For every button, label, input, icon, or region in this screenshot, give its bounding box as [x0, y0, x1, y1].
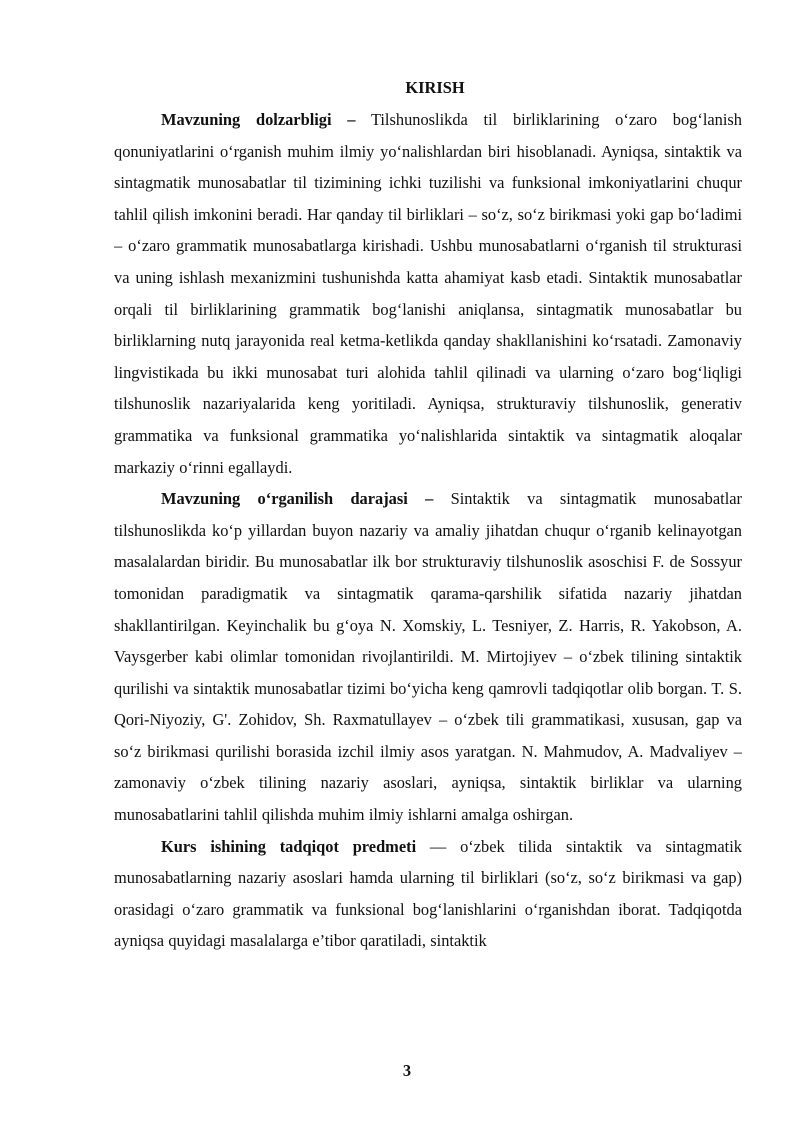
paragraph-research-subject	[114, 831, 742, 957]
paragraph-study-level	[114, 483, 742, 831]
paragraph-text: Tilshunoslikda til birliklarining o‘zaro bog‘lanish qonuniyatlarini o‘rganish muhim ilmiy yo‘nalishlardan biri hisoblanadi. Ayniqsa, sintaktik va sintagmatik munosabatlar til tizimining ichki tuzilishi va funksional imkoniyatlarini chuqur tahlil qilish imkonini beradi. Har qanday til birliklari – so‘z, so‘z birikmasi yoki gap bo‘ladimi – o‘zaro grammatik munosabatlarga kirishadi. Ushbu munosabatlarni o‘rganish til strukturasi va uning ishlash mexanizmini tushunishda katta ahamiyat kasb etadi. Sintaktik munosabatlar orqali til birliklarining grammatik bog‘lanishi aniqlansa, sintagmatik munosabatlar bu birliklarning nutq jarayonida real ketma-ketlikda qanday shakllanishini ko‘rsatadi. Zamonaviy lingvistikada bu ikki munosabat turi alohida tahlil qilinadi va ularning o‘zaro bog‘liqligi tilshunoslik nazariyalarida keng yoritiladi. Ayniqsa, strukturaviy tilshunoslik, generativ grammatika va funksional grammatika yo‘nalishlarida sintaktik va sintagmatik aloqalar markaziy o‘rinni egallaydi.	[114, 110, 742, 477]
paragraph-lead: Kurs ishining tadqiqot predmeti	[161, 836, 417, 856]
paragraph-lead: Mavzuning dolzarbligi –	[161, 110, 356, 129]
section-heading: KIRISH	[405, 78, 465, 97]
paragraph-text: — o‘zbek tilida sintaktik va sintagmatik munosabatlarning nazariy asoslari hamda ularning til birliklari (so‘z, so‘z birikmasi va gap) orasidagi o‘zaro grammatik va funksional bog‘lanishlarini o‘rganishdan iborat. Tadqiqotda ayniqsa quyidagi masalalarga e’tibor qaratiladi, sintaktik	[114, 836, 742, 951]
paragraph-lead: Mavzuning o‘rganilish darajasi –	[161, 489, 434, 509]
document-page	[114, 72, 742, 957]
page-number: 3	[402, 1061, 412, 1080]
paragraph-text: Sintaktik va sintagmatik munosabatlar tilshunoslikda ko‘p yillardan buyon nazariy va amaliy jihatdan chuqur o‘rganib kelinayotgan masalalardan biridir. Bu munosabatlar ilk bor strukturaviy tilshunoslik asoschisi F. de Sossyur tomonidan paradigmatik va sintagmatik qarama-qarshilik sifatida nazariy jihatdan shakllantirilgan. Keyinchalik bu g‘oya N. Xomskiy, L. Tesniyer, Z. Harris, R. Yakobson, A. Vaysgerber kabi olimlar tomonidan rivojlantirildi. M. Mirtojiyev – o‘zbek tilining sintaktik qurilishi va sintaktik munosabatlar tizimi bo‘yicha keng qamrovli tadqiqotlar olib borgan. T. S. Qori-Niyoziy, G'. Zohidov, Sh. Raxmatullayev – o‘zbek tili grammatikasi, xususan, gap va so‘z birikmasi qurilishi borasida izchil ilmiy asos yaratgan. N. Mahmudov, A. Madvaliyev – zamonaviy o‘zbek tilining nazariy asoslari, ayniqsa, sintaktik birliklar va ularning munosabatlarini tahlil qilishda muhim ilmiy ishlarni amalga oshirgan.	[114, 489, 742, 825]
paragraph-relevance	[114, 104, 742, 483]
